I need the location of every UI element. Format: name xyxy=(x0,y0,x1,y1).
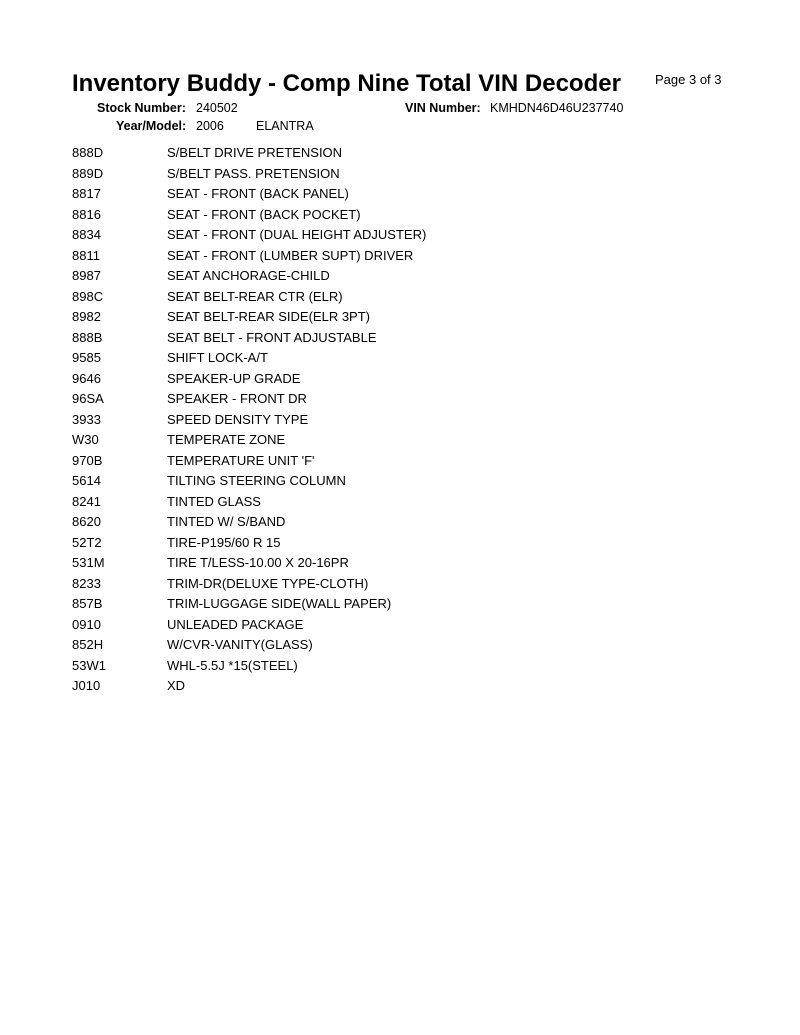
option-code: 8811 xyxy=(72,247,100,263)
option-row xyxy=(72,512,426,533)
option-code: 888D xyxy=(72,145,104,160)
stock-number-label: Stock Number: xyxy=(97,101,186,115)
option-row xyxy=(72,615,426,636)
option-description: SEAT - FRONT (BACK POCKET) xyxy=(167,206,361,222)
option-row xyxy=(72,369,426,390)
option-row xyxy=(72,164,426,185)
option-code: 9585 xyxy=(72,350,101,365)
option-code: 8982 xyxy=(72,309,101,324)
option-row xyxy=(72,184,426,205)
option-description: TRIM-LUGGAGE SIDE(WALL PAPER) xyxy=(167,596,392,611)
option-row xyxy=(72,533,426,554)
option-code: 5614 xyxy=(72,473,101,488)
option-description: SHIFT LOCK-A/T xyxy=(167,350,268,365)
option-code: 888B xyxy=(72,329,103,345)
option-row xyxy=(72,430,426,451)
option-code: 531M xyxy=(72,555,105,570)
option-code: 3933 xyxy=(72,411,101,427)
option-code: J010 xyxy=(72,678,101,693)
option-code: 9646 xyxy=(72,370,101,386)
option-description: SEAT BELT - FRONT ADJUSTABLE xyxy=(167,329,377,345)
option-description: SEAT BELT-REAR SIDE(ELR 3PT) xyxy=(167,309,370,324)
option-description: TILTING STEERING COLUMN xyxy=(167,473,346,488)
page-title: Inventory Buddy - Comp Nine Total VIN Decoder xyxy=(72,70,621,97)
option-row xyxy=(72,451,426,472)
option-code: 8834 xyxy=(72,227,101,242)
option-description: SEAT - FRONT (LUMBER SUPT) DRIVER xyxy=(167,247,414,263)
year-value: 2006 xyxy=(196,119,224,133)
option-row xyxy=(72,492,426,513)
option-code: 52T2 xyxy=(72,534,102,550)
option-description: S/BELT PASS. PRETENSION xyxy=(167,165,340,181)
option-code: 852H xyxy=(72,637,104,652)
option-description: S/BELT DRIVE PRETENSION xyxy=(167,145,343,160)
option-code: 8987 xyxy=(72,268,101,283)
option-row xyxy=(72,348,426,369)
option-row xyxy=(72,635,426,656)
vin-number-label: VIN Number: xyxy=(405,101,481,115)
stock-number-value: 240502 xyxy=(196,101,238,115)
option-description: TEMPERATURE UNIT 'F' xyxy=(167,452,315,468)
option-description: SPEAKER - FRONT DR xyxy=(167,391,307,406)
option-row xyxy=(72,471,426,492)
option-row xyxy=(72,328,426,349)
option-description: WHL-5.5J *15(STEEL) xyxy=(167,657,298,673)
option-row xyxy=(72,594,426,615)
option-row xyxy=(72,287,426,308)
option-description: TIRE-P195/60 R 15 xyxy=(167,534,281,550)
option-row xyxy=(72,143,426,164)
option-description: TINTED W/ S/BAND xyxy=(167,514,286,529)
option-row xyxy=(72,676,426,697)
option-row xyxy=(72,410,426,431)
option-description: TINTED GLASS xyxy=(167,493,261,509)
option-description: TEMPERATE ZONE xyxy=(167,432,286,447)
option-description: SPEAKER-UP GRADE xyxy=(167,370,301,386)
option-description: W/CVR-VANITY(GLASS) xyxy=(167,637,313,652)
model-value: ELANTRA xyxy=(256,119,314,133)
option-code: 8233 xyxy=(72,575,101,591)
option-codes-list xyxy=(72,143,426,697)
option-row xyxy=(72,307,426,328)
option-description: XD xyxy=(167,678,186,693)
year-model-label: Year/Model: xyxy=(116,119,187,133)
page-number: Page 3 of 3 xyxy=(655,72,722,87)
option-row xyxy=(72,266,426,287)
option-code: 889D xyxy=(72,165,104,181)
option-row xyxy=(72,246,426,267)
option-code: 970B xyxy=(72,452,103,468)
option-code: 8620 xyxy=(72,514,101,529)
option-row xyxy=(72,656,426,677)
option-code: 0910 xyxy=(72,616,101,632)
option-code: W30 xyxy=(72,432,99,447)
option-code: 96SA xyxy=(72,391,104,406)
option-description: SEAT BELT-REAR CTR (ELR) xyxy=(167,288,343,304)
option-description: SPEED DENSITY TYPE xyxy=(167,411,309,427)
option-description: SEAT - FRONT (BACK PANEL) xyxy=(167,186,349,201)
vin-number-value: KMHDN46D46U237740 xyxy=(490,101,624,115)
option-description: SEAT - FRONT (DUAL HEIGHT ADJUSTER) xyxy=(167,227,427,242)
option-description: TIRE T/LESS-10.00 X 20-16PR xyxy=(167,555,349,570)
option-row xyxy=(72,553,426,574)
option-code: 857B xyxy=(72,596,103,611)
option-code: 8817 xyxy=(72,186,101,201)
option-description: UNLEADED PACKAGE xyxy=(167,616,304,632)
option-row xyxy=(72,225,426,246)
option-row xyxy=(72,389,426,410)
option-row xyxy=(72,574,426,595)
option-code: 8816 xyxy=(72,206,101,222)
option-description: SEAT ANCHORAGE-CHILD xyxy=(167,268,330,283)
option-row xyxy=(72,205,426,226)
option-code: 898C xyxy=(72,288,104,304)
option-code: 53W1 xyxy=(72,657,106,673)
option-description: TRIM-DR(DELUXE TYPE-CLOTH) xyxy=(167,575,369,591)
option-code: 8241 xyxy=(72,493,101,509)
